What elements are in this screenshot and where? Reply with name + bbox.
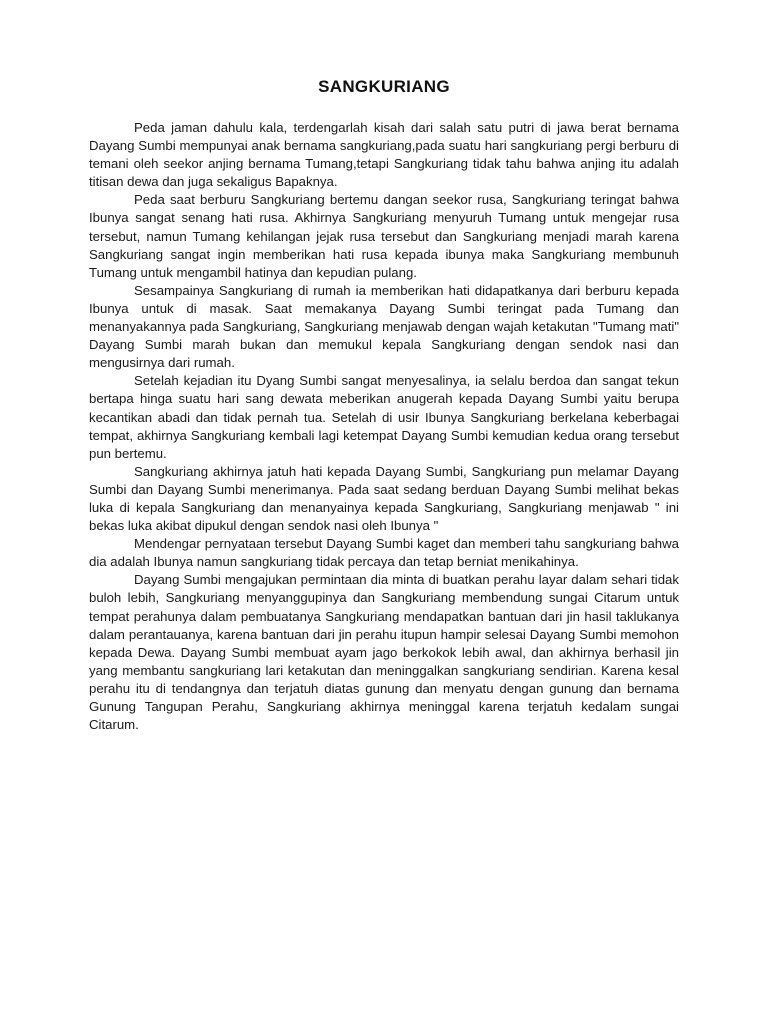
paragraph-4: Setelah kejadian itu Dyang Sumbi sangat menyesalinya, ia selalu berdoa dan sangat tekun bertapa hinga suatu hari sang dewata meberikan anugerah kepada Dayang Sumbi yaitu berupa kecantikan abadi dan tidak pernah tua. Setelah di usir Ibunya Sangkuriang berkelana keberbagai tempat, akhirnya Sangkuriang kembali lagi ketempat Dayang Sumbi kemudian kedua orang tersebut pun bertemu.	[89, 373, 679, 461]
paragraph-5: Sangkuriang akhirnya jatuh hati kepada Dayang Sumbi, Sangkuriang pun melamar Dayang Sumbi dan Dayang Sumbi menerimanya. Pada saat sedang berduan Dayang Sumbi melihat bekas luka di kepala Sangkuriang dan menanyainya kepada Sangkuriang, Sangkuriang menjawab " ini bekas luka akibat dipukul dengan sendok nasi oleh Ibunya "	[89, 463, 679, 534]
paragraph-3: Sesampainya Sangkuriang di rumah ia memberikan hati didapatkanya dari berburu kepada Ibunya untuk di masak. Saat memakanya Dayang Sumbi teringat pada Tumang dan menanyakannya pada Sangkuriang, Sangkuriang menjawab dengan wajah ketakutan "Tumang mati" Dayang Sumbi marah bukan dan memukul kepala Sangkuriang dengan sendok nasi dan mengusirnya dari rumah.	[89, 282, 679, 371]
paragraph-6: Mendengar pernyataan tersebut Dayang Sumbi kaget dan memberi tahu sangkuriang bahwa dia adalah Ibunya namun sangkuriang tidak percaya dan tetap berniat menikahinya.	[89, 536, 679, 570]
paragraph-1: Peda jaman dahulu kala, terdengarlah kisah dari salah satu putri di jawa berat bernama Dayang Sumbi mempunyai anak bernama sangkuriang,pada suatu hari sangkuriang pergi berburu di temani oleh seekor anjing bernama Tumang,tetapi Sangkuriang tidak tahu bahwa anjing itu adalah titisan dewa dan juga sekaligus Bapaknya.	[89, 120, 679, 190]
document-body	[89, 119, 679, 734]
paragraph-7: Dayang Sumbi mengajukan permintaan dia minta di buatkan perahu layar dalam sehari tidak buloh lebih, Sangkuriang menyanggupinya dan Sangkuriang membendung sungai Citarum untuk tempat perahunya dalam pembuatanya Sangkuriang mendapatkan bantuan dari jin hasil taklukanya dalam perantauanya, karena bantuan dari jin perahu itupun hampir selesai Dayang Sumbi memohon kepada Dewa. Dayang Sumbi membuat ayam jago berkokok lebih awal, dan akhirnya berhasil jin yang membantu sangkuriang lari ketakutan dan meninggalkan sangkuriang sendirian. Karena kesal perahu itu di tendangnya dan terjatuh diatas gunung dan menyatu dengan gunung dan bernama Gunung Tangupan Perahu, Sangkuriang akhirnya meninggal karena terjatuh kedalam sungai Citarum.	[89, 572, 679, 733]
document-title: SANGKURIANG	[318, 77, 450, 96]
paragraph-2: Peda saat berburu Sangkuriang bertemu dangan seekor rusa, Sangkuriang teringat bahwa Ibunya sangat senang hati rusa. Akhirnya Sangkuriang menyuruh Tumang untuk mengejar rusa tersebut, namun Tumang kehilangan jejak rusa tersebut dan Sangkuriang menjadi marah karena Sangkuriang sangat ingin memberikan hati rusa kepada ibunya maka Sangkuriang membunuh Tumang untuk mengambil hatinya dan kepudian pulang.	[89, 192, 679, 280]
